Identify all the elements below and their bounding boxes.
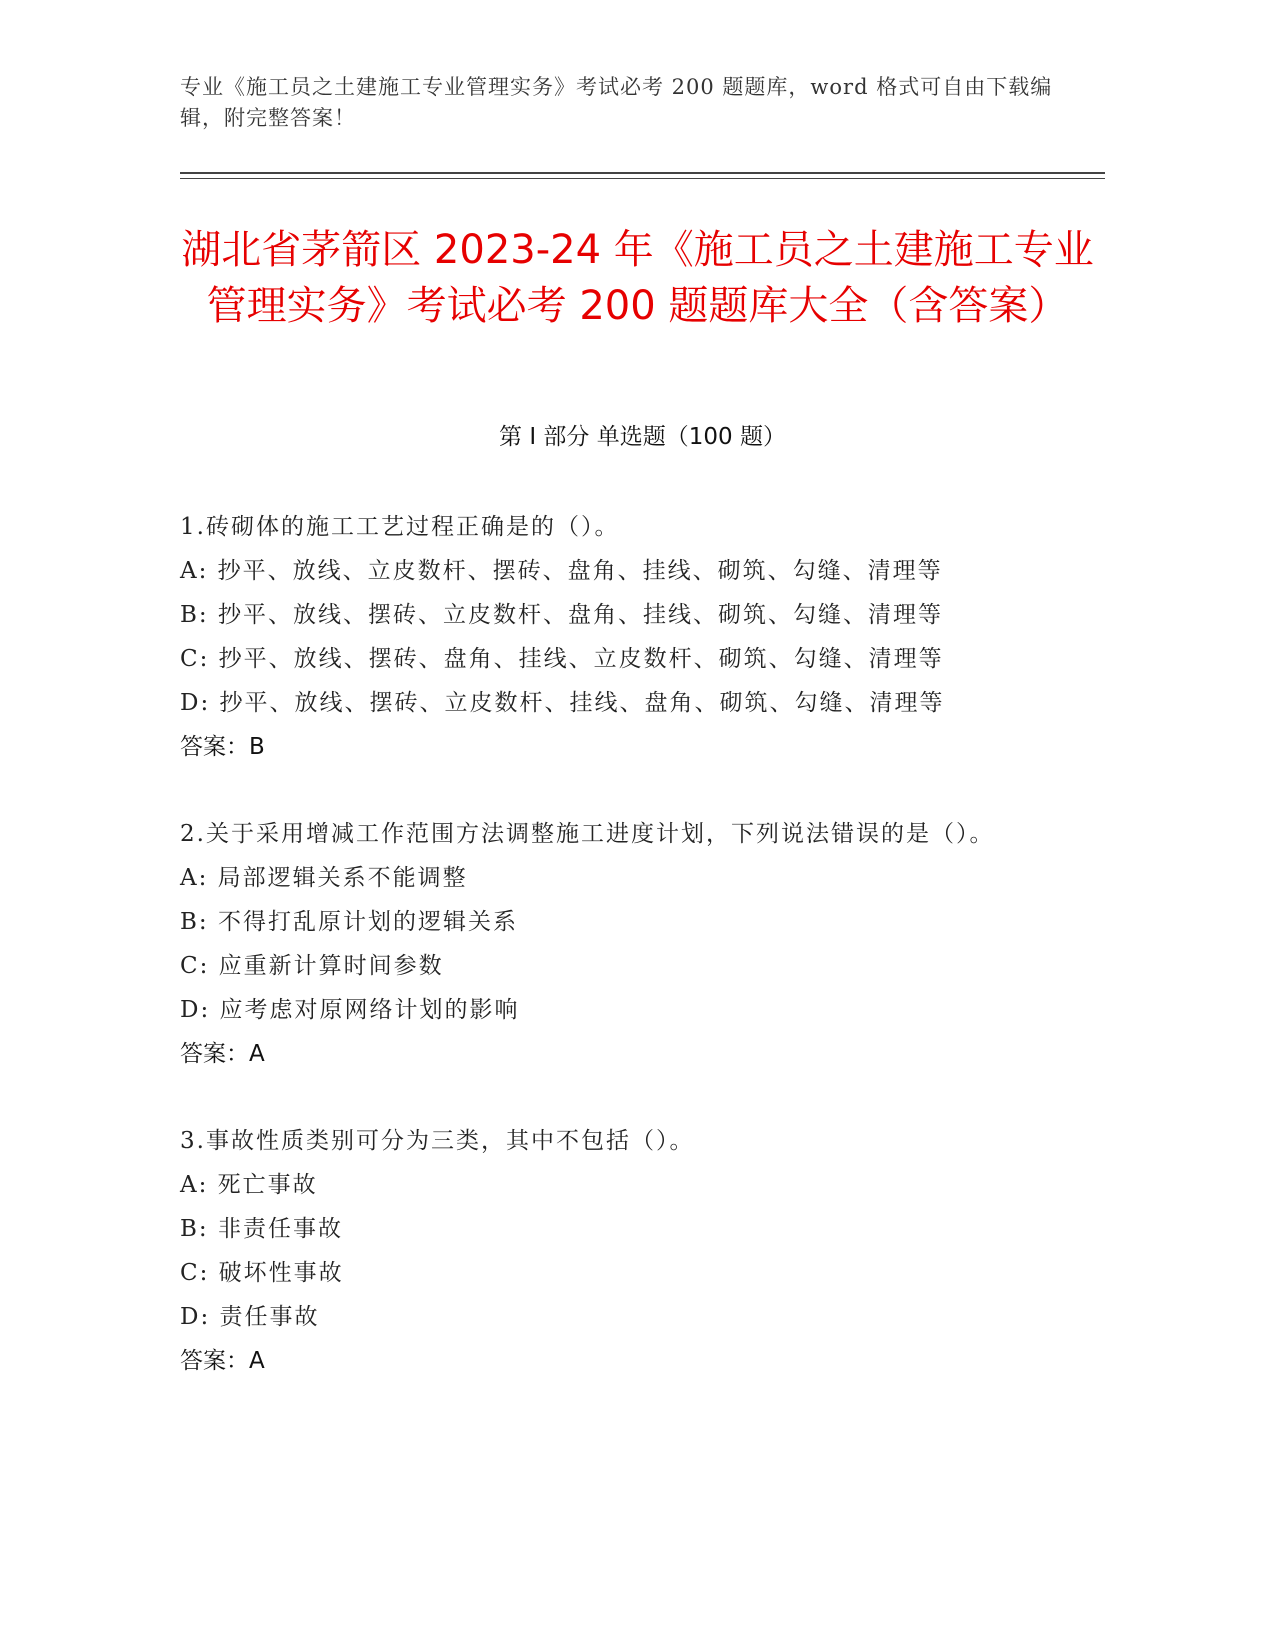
option-c: C: 应重新计算时间参数 bbox=[180, 953, 444, 979]
option-b: B: 非责任事故 bbox=[180, 1216, 343, 1242]
question-stem: 3.事故性质类别可分为三类，其中不包括（）。 bbox=[180, 1128, 695, 1154]
header-divider-thin bbox=[180, 178, 1105, 179]
option-d: D: 抄平、放线、摆砖、立皮数杆、挂线、盘角、砌筑、勾缝、清理等 bbox=[180, 690, 945, 716]
option-a: A: 死亡事故 bbox=[180, 1172, 318, 1198]
answer-line: 答案：B bbox=[180, 734, 265, 760]
section-heading: 第 I 部分 单选题（100 题） bbox=[499, 424, 786, 450]
option-c: C: 破坏性事故 bbox=[180, 1260, 344, 1286]
option-b: B: 抄平、放线、摆砖、立皮数杆、盘角、挂线、砌筑、勾缝、清理等 bbox=[180, 602, 943, 628]
question-item bbox=[180, 812, 1105, 1076]
option-a: A: 抄平、放线、立皮数杆、摆砖、盘角、挂线、砌筑、勾缝、清理等 bbox=[180, 558, 943, 584]
question-item bbox=[180, 1119, 1105, 1383]
answer-line: 答案：A bbox=[180, 1348, 265, 1374]
header-note: 专业《施工员之土建施工专业管理实务》考试必考 200 题题库，word 格式可自由下载编辑，附完整答案！ bbox=[180, 75, 1053, 130]
answer-line: 答案：A bbox=[180, 1041, 265, 1067]
option-d: D: 应考虑对原网络计划的影响 bbox=[180, 997, 520, 1023]
header-divider-thick bbox=[180, 172, 1105, 174]
option-d: D: 责任事故 bbox=[180, 1304, 320, 1330]
question-stem: 1.砖砌体的施工工艺过程正确是的（）。 bbox=[180, 514, 620, 540]
option-c: C: 抄平、放线、摆砖、盘角、挂线、立皮数杆、砌筑、勾缝、清理等 bbox=[180, 646, 944, 672]
option-b: B: 不得打乱原计划的逻辑关系 bbox=[180, 909, 518, 935]
document-title: 湖北省茅箭区 2023-24 年《施工员之土建施工专业管理实务》考试必考 200 题题库大全（含答案） bbox=[181, 227, 1094, 329]
option-a: A: 局部逻辑关系不能调整 bbox=[180, 865, 468, 891]
question-list bbox=[180, 505, 1105, 1426]
question-stem: 2.关于采用增减工作范围方法调整施工进度计划，下列说法错误的是（）。 bbox=[180, 821, 995, 847]
question-item bbox=[180, 505, 1105, 769]
